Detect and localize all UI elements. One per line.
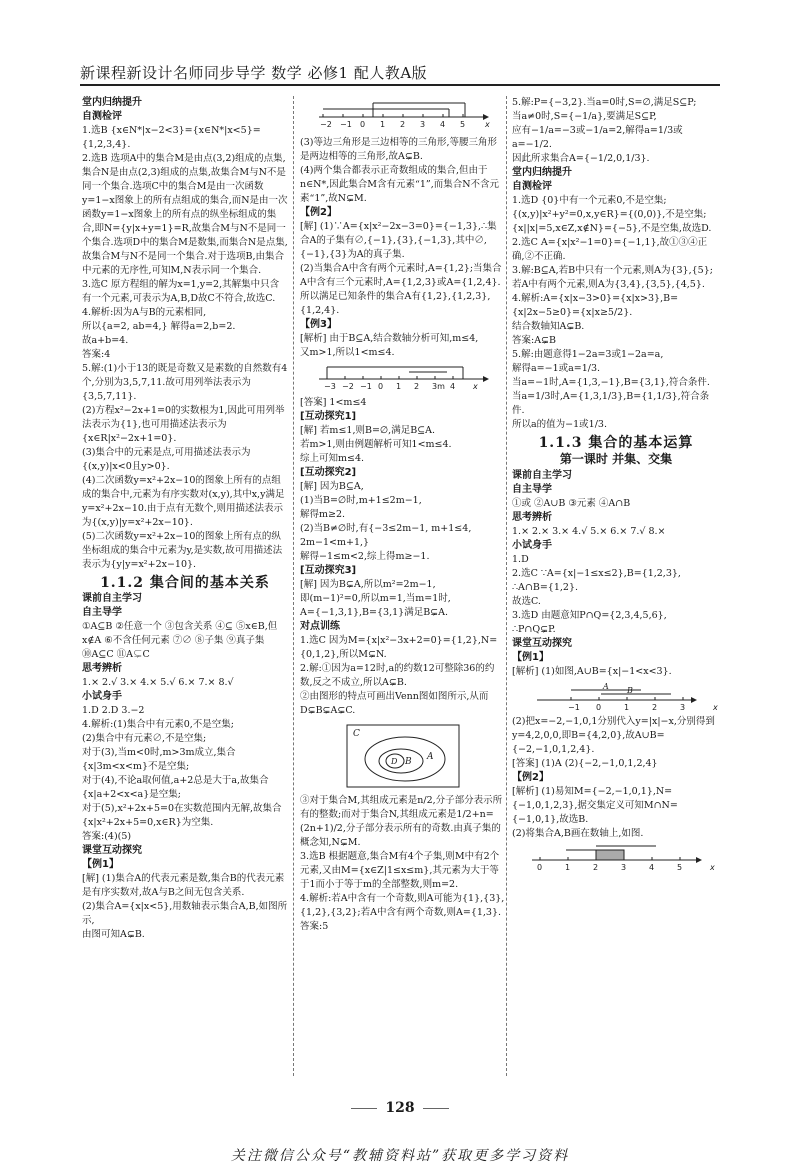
tick-label: 1 [380, 120, 386, 129]
answer-line: (1)当B=∅时,m+1≤2m−1, [300, 495, 422, 506]
answer-line: 5.解:P={−3,2}.当a=0时,S=∅,满足S⊆P; [512, 97, 697, 108]
section-heading: 自主导学 [82, 607, 122, 618]
tick-label: −2 [342, 382, 354, 391]
running-header: 新课程新设计名师同步导学 数学 必修1 配人教A版 [80, 64, 428, 82]
answer-line: 5.解:由题意得1−2a=3或1−2a=a, [512, 349, 664, 360]
section-heading: 堂内归纳提升 [512, 167, 572, 178]
answer-line: 所以{a=2, ab=4,} 解得a=2,b=2. [82, 321, 236, 332]
number-line-figure [526, 844, 715, 876]
section-heading: 自主导学 [512, 484, 552, 495]
axis-label: x [473, 382, 478, 391]
example-label: [互动探究2] [300, 467, 357, 478]
answer-line: 当a≠0时,S={−1/a},要满足S⊆P, [512, 111, 657, 122]
answer-line: 即(m−1)²=0,所以m=1,当m=1时, [300, 593, 451, 604]
tick-label: 4 [450, 382, 456, 391]
answer-line: ∴A∩B={1,2}. [512, 582, 579, 593]
answer-line: 对于(5),x²+2x+5=0在实数范围内无解,故集合{x|x²+2x+5=0,x∈R}为空集. [82, 803, 282, 828]
answer-line: 当a=1/3时,A={1,3,1/3},B={1,1/3},符合条件. [512, 391, 710, 416]
answer-line: [解] 因为B⊊A,所以m²=2m−1, [300, 579, 436, 590]
example-label: 【例1】 [82, 859, 119, 870]
answer-line: (4)二次函数y=x²+2x−10的图象上所有的点组成的集合中,元素为有序实数对(x,y),其中x,y满足y=x²+2x−10.由于点有无数个,则用描述法表示为{(x,y)|y=x²+2x−10}. [82, 475, 285, 528]
answer-line: 故a+b=4. [82, 335, 129, 346]
column-left [82, 96, 288, 1096]
column-right-text-a [512, 96, 720, 679]
answer-line: (3)等边三角形是三边相等的三角形,等腰三角形是两边相等的三角形,故A⊊B. [300, 137, 497, 162]
tick-label: 3 [680, 703, 686, 712]
answer-line: 3.选B 根据题意,集合M有4个子集,则M中有2个元素,又由M={x∈Z|1≤x≤m},其元素为大于等于1而小于等于m的全部整数,则m=2. [300, 851, 500, 890]
column-right-text-b [512, 715, 720, 841]
venn-diagram [343, 721, 463, 791]
answer-line: (2)集合中有元素∅,不是空集; [82, 733, 207, 744]
example-label: 【例2】 [512, 772, 549, 783]
answer-line: 解得−1≤m<2,综上得m≥−1. [300, 551, 430, 562]
answer-line: 若m>1,则由例题解析可知1<m≤4. [300, 439, 452, 450]
answer-line: (3)集合中的元素是点,可用描述法表示为{(x,y)|x<0且y>0}. [82, 447, 251, 472]
column-left-text [82, 96, 288, 942]
answer-line: 因此所求集合A={−1/2,0,1/3}. [512, 153, 650, 164]
tick-label: 4 [649, 863, 655, 872]
example-label: 【例2】 [300, 207, 337, 218]
answer-line: 综上可知m≤4. [300, 453, 365, 464]
answer-line: 应有−1/a=−3或−1/a=2,解得a=1/3或a=−1/2. [512, 125, 683, 150]
tick-label: 3 [621, 863, 627, 872]
tick-label: 0 [360, 120, 366, 129]
tick-label: 5 [460, 120, 466, 129]
answer-line: 当a=−1时,A={1,3,−1},B={3,1},符合条件. [512, 377, 710, 388]
lesson-title: 第一课时 并集、交集 [559, 452, 673, 466]
number-line-figure [313, 363, 493, 393]
answer-line: (2)当集合A中含有两个元素时,A={1,2};当集合A中含有三个元素时,A={1,2,3}或A={1,2,4}. [300, 263, 502, 288]
section-heading: 自测检评 [512, 181, 552, 192]
axis-label: x [713, 703, 718, 712]
section-heading: 课堂互动探究 [82, 845, 142, 856]
venn-label-b: B [405, 757, 412, 767]
answer-line: (2)当B≠∅时,有{−3≤2m−1, m+1≤4, 2m−1<m+1,} [300, 523, 472, 548]
segment-label-a: A [603, 682, 609, 691]
tick-label: 0 [378, 382, 384, 391]
answer-line: 结合数轴知A⊊B. [512, 321, 585, 332]
section-heading: 课堂互动探究 [512, 638, 572, 649]
column-divider [506, 96, 507, 1076]
answer-line: ①或 ②A∪B ③元素 ④A∩B [512, 498, 631, 509]
section-heading: 小试身手 [512, 540, 552, 551]
answer-line: ③对于集合M,其组成元素是n/2,分子部分表示所有的整数;而对于集合N,其组成元素是1/2+n=(2n+1)/2,分子部分表示所有的奇数.由真子集的概念知,N⊊M. [300, 795, 503, 848]
answer-line: 4.解析:(1)集合中有元素0,不是空集; [82, 719, 234, 730]
tick-label: −1 [568, 703, 580, 712]
column-middle-text-c [300, 794, 506, 934]
answer-line: ①A⊆B ②任意一个 ③包含关系 ④⊆ ⑤x∈B,但x∉A ⑥不含任何元素 ⑦∅ ⑧子集 ⑨真子集 ⑩A⊆C ⑪A⊊C [82, 621, 278, 660]
tick-label: 2 [652, 703, 658, 712]
answer-line: [解析] (1)易知M={−2,−1,0,1},N={−1,0,1,2,3},据交集定义可知M∩N={−1,0,1},故选B. [512, 786, 678, 825]
answer-line: 4.解析:若A中含有一个奇数,则A可能为{1},{3},{1,2},{3,2};若A中含有两个奇数,则A={1,3}. [300, 893, 505, 918]
tick-label: −1 [360, 382, 372, 391]
tick-label: −2 [320, 120, 332, 129]
tick-label: 1 [396, 382, 402, 391]
answer-line: 4.解析:因为A与B的元素相同, [82, 307, 207, 318]
answer-line: 答案:A⊊B [512, 335, 557, 346]
venn-label-a: A [427, 752, 434, 762]
answer-line: [答案] (1)A (2){−2,−1,0,1,2,4} [512, 758, 658, 769]
answer-line: 2.选C ∵A={x|−1≤x≤2},B={1,2,3}, [512, 568, 681, 579]
answer-line: (2)集合A={x|x<5},用数轴表示集合A,B,如图所示, [82, 901, 288, 926]
answer-line: 1.选C 因为M={x|x²−3x+2=0}={1,2},N={0,1,2},所以M⊊N. [300, 635, 498, 660]
answer-line: A={−1,3,1},B={3,1}满足B⊊A. [300, 607, 449, 618]
tick-label: 1 [565, 863, 571, 872]
section-heading: 课前自主学习 [82, 593, 142, 604]
answer-line: 3.解:B⊆A,若B中只有一个元素,则A为{3},{5};若A中有两个元素,则A为{3,4},{3,5},{4,5}. [512, 265, 713, 290]
answer-line: [解析] (1)如图,A∪B={x|−1<x<3}. [512, 666, 672, 677]
answer-line: 5.解:(1)小于13的既是奇数又是素数的自然数有4个,分别为3,5,7,11.故可用列举法表示为{3,5,7,11}. [82, 363, 288, 402]
answer-line: 答案:4 [82, 349, 111, 360]
answer-line: 答案:5 [300, 921, 329, 932]
answer-line: 2.解:①因为a=12时,a的约数12可整除36的约数,反之不成立,所以A⊊B. [300, 663, 495, 688]
column-middle-text-a [300, 136, 506, 360]
answer-line: 4.解析:A={x|x−3>0}={x|x>3},B={x|2x−5≥0}={x|x≥5/2}. [512, 293, 679, 318]
section-heading: 对点训练 [300, 621, 340, 632]
answer-line: [解] (1)∵A={x|x²−2x−3=0}={−1,3},∴集合A的子集有∅,{−1},{3},{−1,3},其中∅,{−1},{3}为A的真子集. [300, 221, 497, 260]
answer-line: 1.× 2.√ 3.× 4.× 5.√ 6.× 7.× 8.√ [82, 677, 234, 688]
column-divider [293, 96, 294, 1076]
answer-line: 所以a的值为−1或1/3. [512, 419, 607, 430]
answer-line: (2)方程x²−2x+1=0的实数根为1,因此可用列举法表示为{1},也可用描述法表示为{x∈R|x²−2x+1=0}. [82, 405, 285, 444]
section-heading: 小试身手 [82, 691, 122, 702]
answer-line: (5)二次函数y=x²+2x−10的图象上所有点的纵坐标组成的集合中元素为y,是实数,故可用描述法表示为{y|y=x²+2x−10}. [82, 531, 283, 570]
number-line-figure [531, 682, 718, 712]
answer-line: 1.D 2.D 3.−2 [82, 705, 145, 716]
answer-line: 3.选D 由题意知P∩Q={2,3,4,5,6}, [512, 610, 667, 621]
answer-line: 故选C. [512, 596, 541, 607]
answer-line: [解析] 由于B⊆A,结合数轴分析可知,m≤4, [300, 333, 479, 344]
example-label: [互动探究1] [300, 411, 357, 422]
answer-line: 解得m≥2. [300, 509, 346, 520]
answer-line: 2.选C A={x|x²−1=0}={−1,1},故①③④正确,②不正确. [512, 237, 708, 262]
section-heading: 堂内归纳提升 [82, 97, 142, 108]
answer-line: [解] 若m≤1,则B=∅,满足B⊆A. [300, 425, 436, 436]
answer-line: 2.选B 选项A中的集合M是由点(3,2)组成的点集,集合N是由点(2,3)组成的点集,故集合M与N不是同一个集合.选项C中的集合M是由一次函数y=1−x图象上的所有点组成的集合,而N是由一次函数y=1−x图象上的所有点的纵坐标组成的集合,即N={y|x+y=1}=R,故集合M与N不是同一个集合.选项D中的集合M是数集,而集合N是点集,故集合M与N不是同一个集合.对于选项B,由集合中元素的无序性,可知M,N表示同一个集合. [82, 153, 288, 276]
answer-line: [解] (1)集合A的代表元素是数,集合B的代表元素是有序实数对,故A与B之间无包含关系. [82, 873, 285, 898]
answer-line: (2)将集合A,B画在数轴上,如图. [512, 828, 644, 839]
tick-label: 2 [414, 382, 420, 391]
segment-label-b: B [627, 686, 633, 695]
answer-line: 答案:(4)(5) [82, 831, 132, 842]
tick-label: 3 [420, 120, 426, 129]
answer-line: 又m>1,所以1<m≤4. [300, 347, 395, 358]
answer-line: 解得a=−1或a=1/3. [512, 363, 601, 374]
axis-label: x [485, 120, 490, 129]
tick-label: −1 [340, 120, 352, 129]
answer-line: 所以满足已知条件的集合A有{1,2},{1,2,3},{1,2,4}. [300, 291, 491, 316]
venn-label-c: C [353, 729, 360, 739]
column-right [512, 96, 720, 1096]
tick-label: 0 [596, 703, 602, 712]
tick-label: 2 [400, 120, 406, 129]
example-label: [互动探究3] [300, 565, 357, 576]
section-heading: 思考辨析 [82, 663, 122, 674]
answer-line: 3.选C 原方程组的解为x=1,y=2,其解集中只含有一个元素,可表示为A,B,D故C不符合,故选C. [82, 279, 280, 304]
example-label: 【例3】 [300, 319, 337, 330]
answer-line: 1.选B {x∈N*|x−2<3}={x∈N*|x<5}={1,2,3,4}. [82, 125, 261, 150]
footer-note: 关注微信公众号“教辅资料站”获取更多学习资料 [230, 1148, 570, 1164]
answer-line: [解] 因为B⊆A, [300, 481, 364, 492]
answer-line: 1.× 2.× 3.× 4.√ 5.× 6.× 7.√ 8.× [512, 526, 666, 537]
chapter-title: 1.1.3 集合的基本运算 [538, 435, 694, 451]
tick-label: 2 [593, 863, 599, 872]
section-heading: 课前自主学习 [512, 470, 572, 481]
answer-line: (4)两个集合都表示正奇数组成的集合,但由于n∈N*,因此集合M含有元素“1”,而集合N不含元素“1”,故N⊊M. [300, 165, 500, 204]
number-line-figure [313, 99, 493, 133]
tick-label: 3m [432, 382, 445, 391]
tick-label: 0 [537, 863, 543, 872]
answer-line: (2)把x=−2,−1,0,1分别代入y=|x|−x,分别得到y=4,2,0,0,即B={4,2,0},故A∪B={−2,−1,0,1,2,4}. [512, 716, 715, 755]
tick-label: −3 [324, 382, 336, 391]
answer-line: 对于(3),当m<0时,m>3m成立,集合{x|3m<x<m}不是空集; [82, 747, 236, 772]
chapter-title: 1.1.2 集合间的基本关系 [100, 575, 270, 591]
tick-label: 4 [440, 120, 446, 129]
example-label: 【例1】 [512, 652, 549, 663]
answer-line: ②由图形的特点可画出Venn图如图所示,从而D⊊B⊊A⊊C. [300, 691, 489, 716]
tick-label: 5 [677, 863, 683, 872]
venn-label-d: D [391, 757, 398, 766]
tick-label: 1 [624, 703, 630, 712]
answer-line: [答案] 1<m≤4 [300, 397, 367, 408]
section-heading: 自测检评 [82, 111, 122, 122]
header-rule [80, 84, 720, 86]
answer-line: ∴P∩Q⊊P. [512, 624, 556, 635]
answer-line: 对于(4),不论a取何值,a+2总是大于a,故集合{x|a+2<x<a}是空集; [82, 775, 269, 800]
section-heading: 思考辨析 [512, 512, 552, 523]
page-number: 128 [0, 1100, 800, 1116]
column-middle [300, 96, 506, 1096]
answer-line: 1.D [512, 554, 529, 565]
axis-label: x [710, 863, 715, 872]
answer-line: 1.选D {0}中有一个元素0,不是空集;{(x,y)|x²+y²=0,x,y∈R}={(0,0)},不是空集;{x||x|=5,x∈Z,x∉N}={−5},不是空集,故选D. [512, 195, 712, 234]
column-middle-text-b [300, 396, 506, 718]
answer-line: 由图可知A⊊B. [82, 929, 145, 940]
